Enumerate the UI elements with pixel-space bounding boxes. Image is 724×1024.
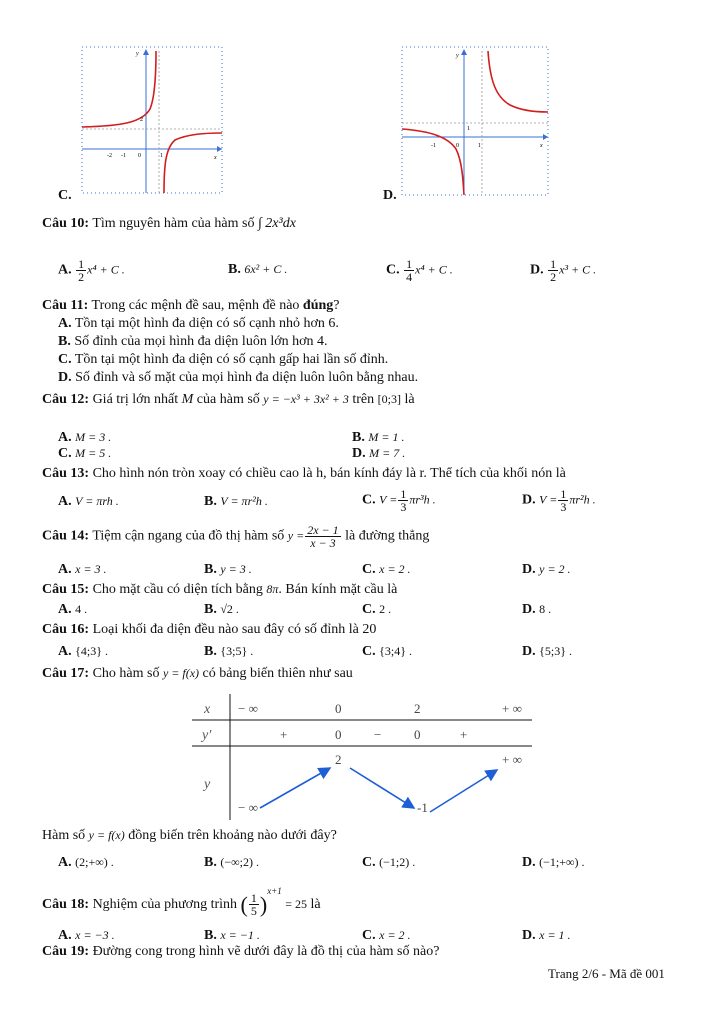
option-a[interactable]: A. {4;3} . <box>58 644 108 659</box>
question-18: Câu 18: Nghiệm của phương trình ( $\frac{1}{5}$ )$^{x+1}$ = 25 là <box>42 886 321 919</box>
graph-d-tick: 0 <box>456 143 459 149</box>
option-b[interactable]: B. x = −1 . <box>204 928 260 943</box>
option-c[interactable]: C. {3;4} . <box>362 644 412 659</box>
graph-c-tick: -1 <box>121 153 126 159</box>
graph-c-tick: y <box>136 51 139 57</box>
graph-d-svg <box>400 45 550 197</box>
option-d[interactable]: D. M = 7 . <box>352 446 406 461</box>
graph-c-tick: 1 <box>160 153 163 159</box>
question-16: Câu 16: Loại khối đa diện đều nào sau đây có số đỉnh là 20 <box>42 622 377 637</box>
question-15: Câu 15: Cho mặt cầu có diện tích bằng 8π. Bán kính mặt cầu là <box>42 582 398 597</box>
table-cell: − <box>374 727 382 742</box>
option-d[interactable]: D. $\frac{1}{2}$ x³ + C . <box>530 257 597 284</box>
option-d[interactable]: D. 8 . <box>522 602 552 617</box>
graph-d-tick: 1 <box>467 126 470 132</box>
table-cell: 2 <box>414 701 421 716</box>
option-c[interactable]: C. 2 . <box>362 602 392 617</box>
graph-c-label: C. <box>58 188 72 203</box>
page-footer: Trang 2/6 - Mã đề 001 <box>548 966 665 981</box>
table-cell: 0 <box>414 727 421 742</box>
option-a[interactable]: A. 4 . <box>58 602 88 617</box>
question-17-prompt: Hàm số y = f(x) đồng biến trên khoảng nào dưới đây? <box>42 828 337 843</box>
graph-c <box>80 45 225 195</box>
question-14: Câu 14: Tiệm cận ngang của đồ thị hàm số y = $\frac{2x - 1}{x - 3}$ là đường thẳng <box>42 523 430 550</box>
option-b[interactable]: B. y = 3 . <box>204 562 252 577</box>
question-11: Câu 11: Trong các mệnh đề sau, mệnh đề nào đúng? <box>42 298 340 313</box>
table-cell: 0 <box>335 701 342 716</box>
option-c[interactable]: C. x = 2 . <box>362 928 411 943</box>
option-a[interactable]: A. Tồn tại một hình đa diện có số cạnh nhỏ hơn 6. <box>58 316 339 331</box>
question-19: Câu 19: Đường cong trong hình vẽ dưới đây là đồ thị của hàm số nào? <box>42 944 440 959</box>
graph-d-label: D. <box>383 188 397 203</box>
option-b[interactable]: B. {3;5} . <box>204 644 254 659</box>
question-13: Câu 13: Cho hình nón tròn xoay có chiều cao là h, bán kính đáy là r. Thể tích của khối nón là <box>42 466 566 481</box>
table-cell: 2 <box>335 752 342 767</box>
formula: ∫ 2x³dx <box>257 216 296 231</box>
option-b[interactable]: B. (−∞;2) . <box>204 855 259 870</box>
option-d[interactable]: D. {5;3} . <box>522 644 572 659</box>
option-b[interactable]: B. Số đỉnh của mọi hình đa diện luôn lớn hơn 4. <box>58 334 328 349</box>
option-a[interactable]: A. $\frac{1}{2}$ x⁴ + C . <box>58 257 125 284</box>
option-a[interactable]: A. M = 3 . <box>58 430 112 445</box>
option-c[interactable]: C. M = 5 . <box>58 446 112 461</box>
option-c[interactable]: C. Tồn tại một hình đa diện có số cạnh gấp hai lần số đỉnh. <box>58 352 389 367</box>
option-a[interactable]: A. V = πrh . <box>58 494 119 509</box>
graph-d <box>400 45 550 197</box>
option-d[interactable]: D. x = 1 . <box>522 928 571 943</box>
question-text: Tìm nguyên hàm của hàm số <box>92 216 255 231</box>
question-17: Câu 17: Cho hàm số y = f(x) có bảng biến thiên như sau <box>42 666 353 681</box>
table-cell: + ∞ <box>502 752 522 767</box>
option-b[interactable]: B. √2 . <box>204 602 239 617</box>
option-c[interactable]: C. (−1;2) . <box>362 855 416 870</box>
table-cell: + <box>280 727 288 742</box>
graph-c-tick: x <box>214 155 217 161</box>
table-y-label: y <box>204 777 211 792</box>
graph-c-tick: 2 <box>140 117 143 123</box>
option-d[interactable]: D. y = 2 . <box>522 562 571 577</box>
table-x-label: x <box>204 702 211 717</box>
option-c[interactable]: C. $\frac{1}{4}$ x⁴ + C . <box>386 257 453 284</box>
table-cell: 0 <box>335 727 342 742</box>
option-b[interactable]: B. 6x² + C . <box>228 262 288 277</box>
option-d[interactable]: D. Số đỉnh và số mặt của mọi hình đa diện luôn luôn bằng nhau. <box>58 370 419 385</box>
option-d[interactable]: D. V = $\frac{1}{3}$ πr²h . <box>522 487 596 514</box>
graph-d-tick: x <box>540 143 543 149</box>
option-a[interactable]: A. x = 3 . <box>58 562 107 577</box>
variation-table <box>192 694 532 820</box>
option-c[interactable]: C. V = $\frac{1}{3}$ πr³h . <box>362 487 436 514</box>
question-12: Câu 12: Giá trị lớn nhất M của hàm số y = −x³ + 3x² + 3 trên [0;3] là <box>42 392 415 407</box>
option-a[interactable]: A. (2;+∞) . <box>58 855 114 870</box>
question-number: Câu 10: <box>42 216 90 231</box>
option-b[interactable]: B. V = πr²h . <box>204 494 268 509</box>
question-10 <box>42 216 296 232</box>
table-cell: + ∞ <box>502 701 522 716</box>
table-cell: − ∞ <box>238 800 258 815</box>
table-cell: − ∞ <box>238 701 258 716</box>
graph-c-svg <box>80 45 225 195</box>
option-c[interactable]: C. x = 2 . <box>362 562 411 577</box>
graph-c-tick: 0 <box>138 153 141 159</box>
graph-c-tick: -2 <box>107 153 112 159</box>
option-b[interactable]: B. M = 1 . <box>352 430 405 445</box>
variation-table-svg <box>192 694 532 820</box>
graph-d-tick: y <box>456 53 459 59</box>
table-cell: -1 <box>417 800 428 815</box>
graph-d-tick: 1 <box>478 143 481 149</box>
table-yp-label: y′ <box>202 728 212 743</box>
graph-d-tick: -1 <box>431 143 436 149</box>
table-cell: + <box>460 727 468 742</box>
option-a[interactable]: A. x = −3 . <box>58 928 115 943</box>
option-d[interactable]: D. (−1;+∞) . <box>522 855 585 870</box>
